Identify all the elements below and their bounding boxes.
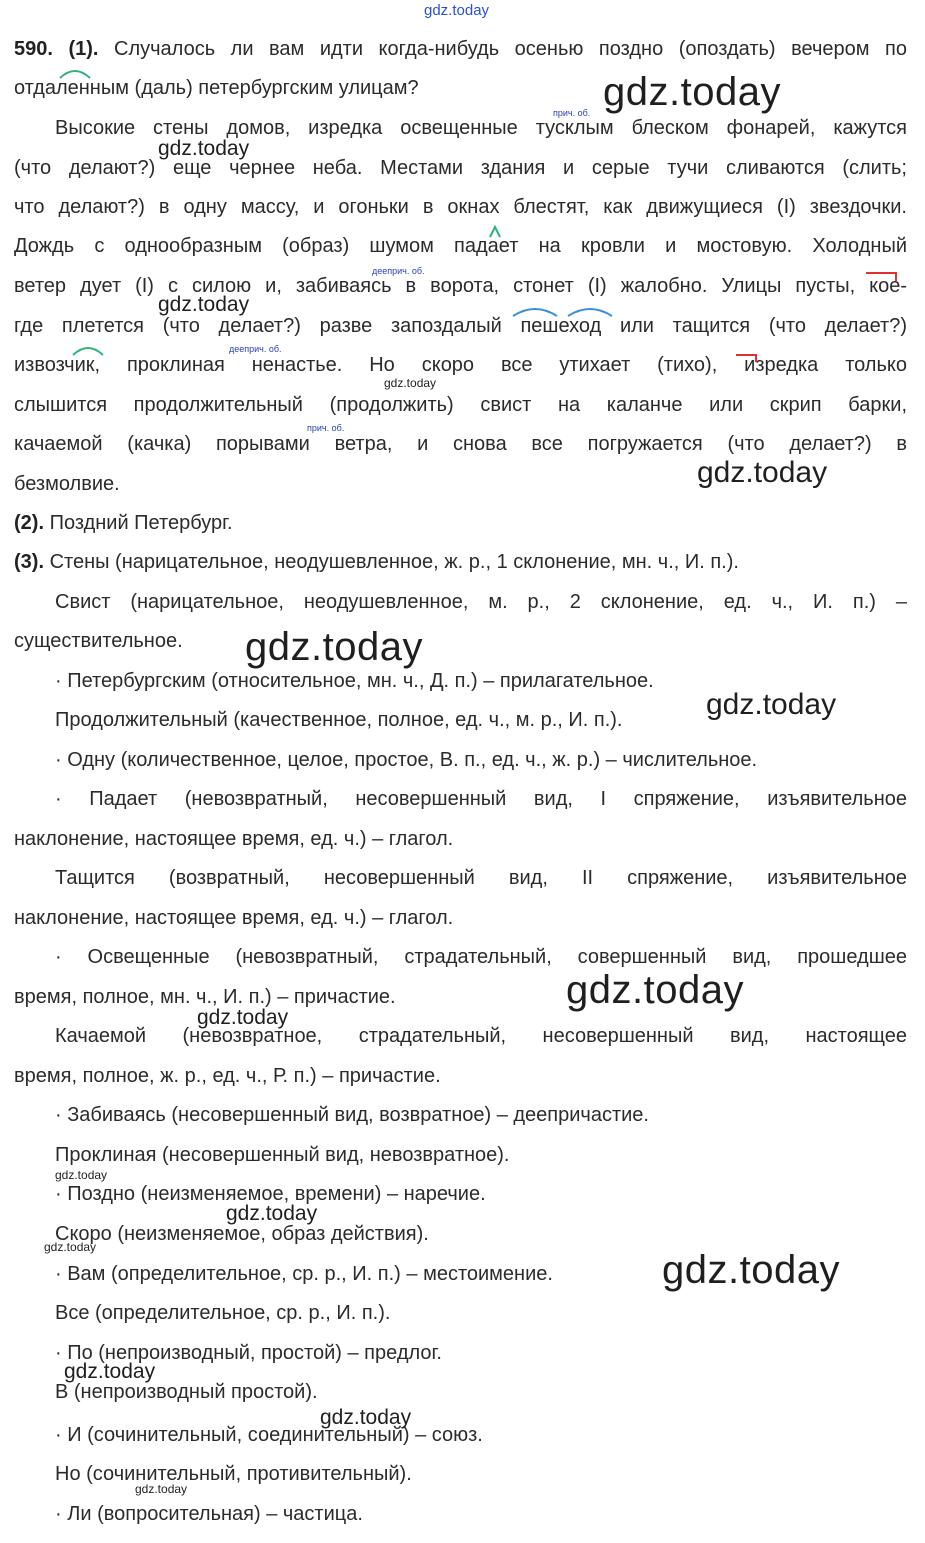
text-line-2: отдаленным (даль) петербургским улицам? [14,77,419,99]
text-line-23: наклонение, настоящее время, ед. ч.) – глагол. [14,907,454,929]
text-line-19: · Одну (количественное, целое, простое, В. п., ед. ч., ж. р.) – числительное. [55,749,758,771]
header-watermark: gdz.today [424,2,490,19]
text-line-28: · Забиваясь (несовершенный вид, возвратное) – деепричастие. [55,1104,649,1126]
text-line-16: существительное. [14,630,183,652]
text-line-10: слышится продолжительный (продолжить) свист на каланче или скрип барки, [14,394,907,416]
prefix-mark [866,273,896,281]
annotation-prich-ob-2: прич. об. [307,423,345,433]
watermark: gdz.today [135,1482,188,1496]
text-line-5: что делают?) в одну массу, и огоньки в окнах блестят, как движущиеся (I) звездочки. [14,196,907,218]
text-line-9: извозчик, проклиная ненастье. Но скоро все утихает (тихо), изредка только [14,354,907,376]
text-line-15: Свист (нарицательное, неодушевленное, м. р., 2 склонение, ед. ч., И. п.) – [55,591,907,613]
text-line-21: наклонение, настоящее время, ед. ч.) – глагол. [14,828,454,850]
prefix-mark [736,355,756,362]
exercise-number: 590. (1). [14,38,99,60]
watermark: gdz.today [44,1240,97,1254]
watermark: gdz.today [55,1168,108,1182]
root-arc-mark [513,309,557,316]
text-line-33: Все (определительное, ср. р., И. п.). [55,1302,391,1324]
ending-mark [490,227,500,237]
watermark: gdz.today [662,1248,840,1292]
watermark: gdz.today [197,1006,289,1029]
section-2-number: (2). [14,512,44,534]
text-line-37: Но (сочинительный, противительный). [55,1463,412,1485]
watermark: gdz.today [566,968,744,1012]
text-line-27: время, полное, ж. р., ед. ч., Р. п.) – причастие. [14,1065,441,1087]
watermark: gdz.today [603,70,781,114]
watermark: gdz.today [697,456,828,489]
text-line-29: Проклиная (несовершенный вид, невозвратное). [55,1144,510,1166]
section-3-number: (3). [14,551,44,573]
text-line-12: безмолвие. [14,473,120,495]
annotation-deeprich-ob: дееприч. об. [372,266,425,276]
section-2-title: Поздний Петербург. [49,512,233,534]
watermark: gdz.today [384,376,437,390]
text-line-3: Высокие стены домов, изредка освещенные тусклым блеском фонарей, кажутся [55,117,907,139]
watermark: gdz.today [320,1406,412,1429]
text-line-24: · Освещенные (невозвратный, страдательный, совершенный вид, прошедшее [55,946,907,968]
text-line-17: · Петербургским (относительное, мн. ч., Д. п.) – прилагательное. [55,670,654,692]
watermark: gdz.today [158,137,250,160]
text-line-26: Качаемой (невозвратное, страдательный, несовершенный вид, настоящее [55,1025,907,1047]
watermark: gdz.today [245,625,423,669]
text-line-6: Дождь с однообразным (образ) шумом падает на кровли и мостовую. Холодный [14,235,907,257]
root-arc-mark [568,309,612,316]
text-line-30: · Поздно (неизменяемое, времени) – наречие. [55,1183,486,1205]
text-line-4: (что делают?) еще чернее неба. Местами здания и серые тучи сливаются (слить; [14,157,907,179]
text-line-11: качаемой (качка) порывами ветра, и снова все погружается (что делает?) в [14,433,907,455]
text-line-36: · И (сочинительный, соединительный) – союз. [55,1424,483,1446]
text-line-35: В (непроизводный простой). [55,1381,318,1403]
text-line-8: где плетется (что делает?) разве запоздалый пешеход или тащится (что делает?) [14,315,907,337]
text-line-25: время, полное, мн. ч., И. п.) – причастие. [14,986,396,1008]
text-line-38: · Ли (вопросительная) – частица. [55,1503,363,1525]
watermark: gdz.today [226,1202,318,1225]
annotation-deeprich-ob-2: дееприч. об. [229,344,282,354]
text-line-18: Продолжительный (качественное, полное, ед. ч., м. р., И. п.). [55,709,623,731]
watermark: gdz.today [706,688,837,721]
root-arc-mark [73,348,103,355]
text-line-34: · По (непроизводный, простой) – предлог. [55,1342,442,1364]
watermark: gdz.today [158,293,250,316]
text-line-7: ветер дует (I) с силою и, забиваясь в ворота, стонет (I) жалобно. Улицы пусты, кое- [14,275,907,297]
watermark: gdz.today [64,1360,156,1383]
text-line-31: Скоро (неизменяемое, образ действия). [55,1223,429,1245]
root-arc-mark [60,71,90,78]
text-line-1-body: Случалось ли вам идти когда-нибудь осенью поздно (опоздать) вечером по [114,38,908,60]
annotation-prich-ob: прич. об. [553,108,591,118]
section-3-first: Стены (нарицательное, неодушевленное, ж. р., 1 склонение, мн. ч., И. п.). [49,551,739,573]
text-line-20: · Падает (невозвратный, несовершенный вид, I спряжение, изъявительное [55,788,907,810]
text-line-32: · Вам (определительное, ср. р., И. п.) – местоимение. [55,1263,553,1285]
text-line-22: Тащится (возвратный, несовершенный вид, II спряжение, изъявительное [55,867,907,889]
